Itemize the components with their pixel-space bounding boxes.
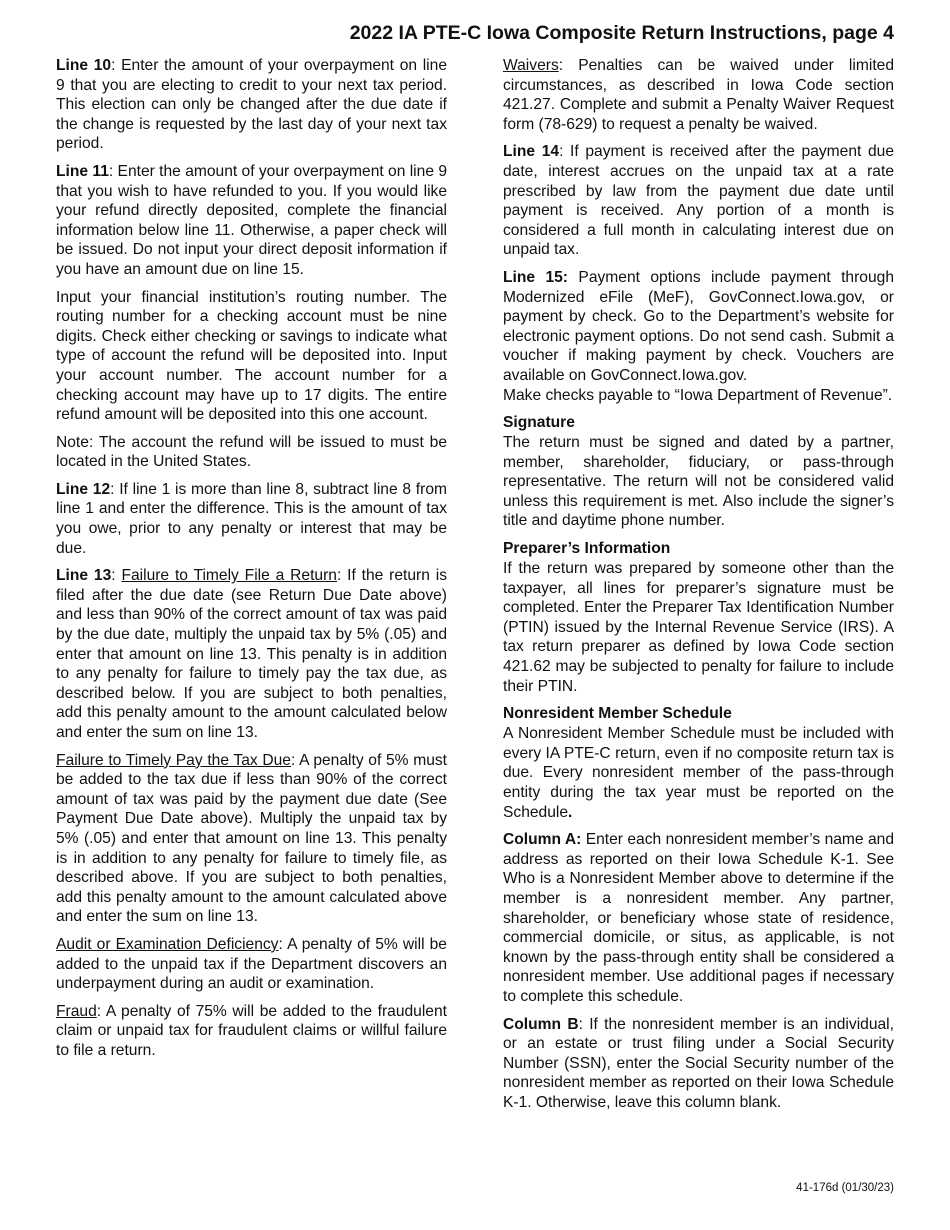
waivers-text: : Penalties can be waived under limited circumstances, as described in Iowa Code section 421.27. Complete and submit a Penalty Waiver Request form (78-629) to request a penalty be waived. <box>503 57 894 133</box>
fraud-paragraph <box>56 1002 447 1061</box>
preparer-paragraph: If the return was prepared by someone other than the taxpayer, all lines for preparer’s signature must be completed. Enter the Preparer Tax Identification Number (PTIN) issued by the Internal Revenue Service (IRS). A tax return preparer as defined by Iowa Code section 421.62 may be subjected to penalty for failure to include their PTIN. <box>503 560 894 695</box>
left-column <box>56 56 447 1069</box>
line-12-paragraph <box>56 480 447 558</box>
line-15-label: Line 15: <box>503 268 569 286</box>
page-title: 2022 IA PTE-C Iowa Composite Return Instructions, page 4 <box>349 22 894 44</box>
failure-pay-text: : A penalty of 5% must be added to the tax due if less than 90% of the correct amount of tax was paid by the payment due date (See Payment Due Date above). Multiply the unpaid tax by 5% (.05) and enter that amount on line 13. This penalty is in addition to any penalty for failure to timely file, as described above. If you are subject to both penalties, add this penalty amount to the amount calculated above and enter the sum on line 13. <box>56 751 447 926</box>
line-12-label: Line 12 <box>56 480 111 498</box>
line-12-text: : If line 1 is more than line 8, subtract line 8 from line 1 and enter the difference. This is the amount of tax you owe, prior to any penalty or interest that may be due. <box>56 480 447 557</box>
line-11-text: : Enter the amount of your overpayment on line 9 that you wish to have refunded to you. If you would like your refund directly deposited, complete the financial information below line 11. Otherwise, a paper check will be issued. Do not input your direct deposit information if you have an amount due on line 15. <box>56 162 448 278</box>
column-a-paragraph <box>503 830 894 1006</box>
line-14-paragraph <box>503 142 894 260</box>
line-15-paragraph <box>503 268 894 386</box>
line-10-paragraph <box>56 56 447 154</box>
column-b-paragraph <box>503 1015 894 1113</box>
nonresident-text: A Nonresident Member Schedule must be included with every IA PTE-C return, even if no composite return tax is due. Every nonresident member of the pass-through entity during the tax year must be reported on the Schedule <box>503 725 894 821</box>
failure-pay-paragraph <box>56 751 447 927</box>
line-13-subtitle: Failure to Timely File a Return <box>121 567 337 585</box>
nonresident-heading: Nonresident Member Schedule <box>503 705 732 723</box>
audit-paragraph <box>56 935 447 994</box>
line-13-label: Line 13 <box>56 567 112 585</box>
column-b-label: Column B <box>503 1015 579 1033</box>
checks-paragraph: Make checks payable to “Iowa Department of Revenue”. <box>503 386 893 404</box>
waivers-paragraph <box>503 56 894 134</box>
line-14-text: : If payment is received after the payment due date, interest accrues on the unpaid tax at a rate prescribed by law from the payment due date until payment is received. Any portion of a month is considered a full month in calculating interest due on unpaid tax. <box>503 143 895 259</box>
signature-heading: Signature <box>503 414 575 432</box>
line-10-text: : Enter the amount of your overpayment on line 9 that you are electing to credit to your next tax period. This election can only be changed after the due date if the change is requested by the last day of your next tax period. <box>56 57 447 153</box>
line-13-paragraph <box>56 566 447 742</box>
signature-paragraph: The return must be signed and dated by a partner, member, shareholder, fiduciary, or pass-through representative. The return will not be considered valid unless this requirement is met. Also include the signer’s title and daytime phone number. <box>503 434 894 530</box>
line-13-sep: : <box>111 567 122 585</box>
fraud-subtitle: Fraud <box>56 1002 97 1020</box>
nonresident-period: . <box>568 803 573 821</box>
line-11-paragraph <box>56 162 447 280</box>
failure-pay-subtitle: Failure to Timely Pay the Tax Due <box>56 751 291 769</box>
column-a-label: Column A: <box>503 831 582 849</box>
line-14-label: Line 14 <box>503 143 560 161</box>
nonresident-paragraph <box>503 724 894 822</box>
fraud-text: : A penalty of 75% will be added to the fraudulent claim or unpaid tax for fraudulent claims or willful failure to file a return. <box>56 1002 447 1059</box>
waivers-subtitle: Waivers <box>503 57 559 74</box>
routing-paragraph: Input your financial institution’s routing number. The routing number for a checking account must be nine digits. Check either checking or savings to indicate what type of account the refund will be deposited into. Input your account number. The account number for a checking account may have up to 17 digits. The entire refund amount will be deposited into this one account. <box>56 288 447 424</box>
line-15-text: Payment options include payment through Modernized eFile (MeF), GovConnect.Iowa.gov, or payment by check. Go to the Department’s website for electronic payment options. Do not send cash. Submit a voucher if making payment by check. Vouchers are available on GovConnect.Iowa.gov. <box>503 268 894 384</box>
line-11-label: Line 11 <box>56 162 109 180</box>
preparer-heading: Preparer’s Information <box>503 540 671 558</box>
note-paragraph: Note: The account the refund will be issued to must be located in the United States. <box>56 433 447 471</box>
line-10-label: Line 10 <box>56 57 112 74</box>
line-13-text: : If the return is filed after the due date (see Return Due Date above) and less than 90% of the correct amount of tax was paid by the due date, multiply the unpaid tax by 5% (.05) and enter that amount on line 13. This penalty is in addition to any penalty for failure to timely pay the tax due, as described below. If you are subject to both penalties, add this penalty amount to the amount calculated below and enter the sum on line 13. <box>56 567 447 741</box>
form-id: 41-176d (01/30/23) <box>796 1182 894 1194</box>
audit-subtitle: Audit or Examination Deficiency <box>56 935 279 953</box>
audit-text: : A penalty of 5% will be added to the unpaid tax if the Department discovers an underpayment during an audit or examination. <box>56 935 447 993</box>
right-column <box>503 56 894 1121</box>
column-a-text: Enter each nonresident member’s name and address as reported on their Iowa Schedule K-1. See Who is a Nonresident Member above to determine if the member is a nonresident member. Any partner, shareholder, or beneficiary whose state of residence, commercial domicile, or situs, as applicable, is not known by the pass-through entity shall be considered a nonresident member. Use additional pages if necessary to complete this schedule. <box>503 831 894 1005</box>
column-b-text: : If the nonresident member is an individual, or an estate or trust filing under a Social Security Number (SSN), enter the Social Security number of the nonresident member as reported on their Iowa Schedule K-1. Otherwise, leave this column blank. <box>503 1015 894 1111</box>
